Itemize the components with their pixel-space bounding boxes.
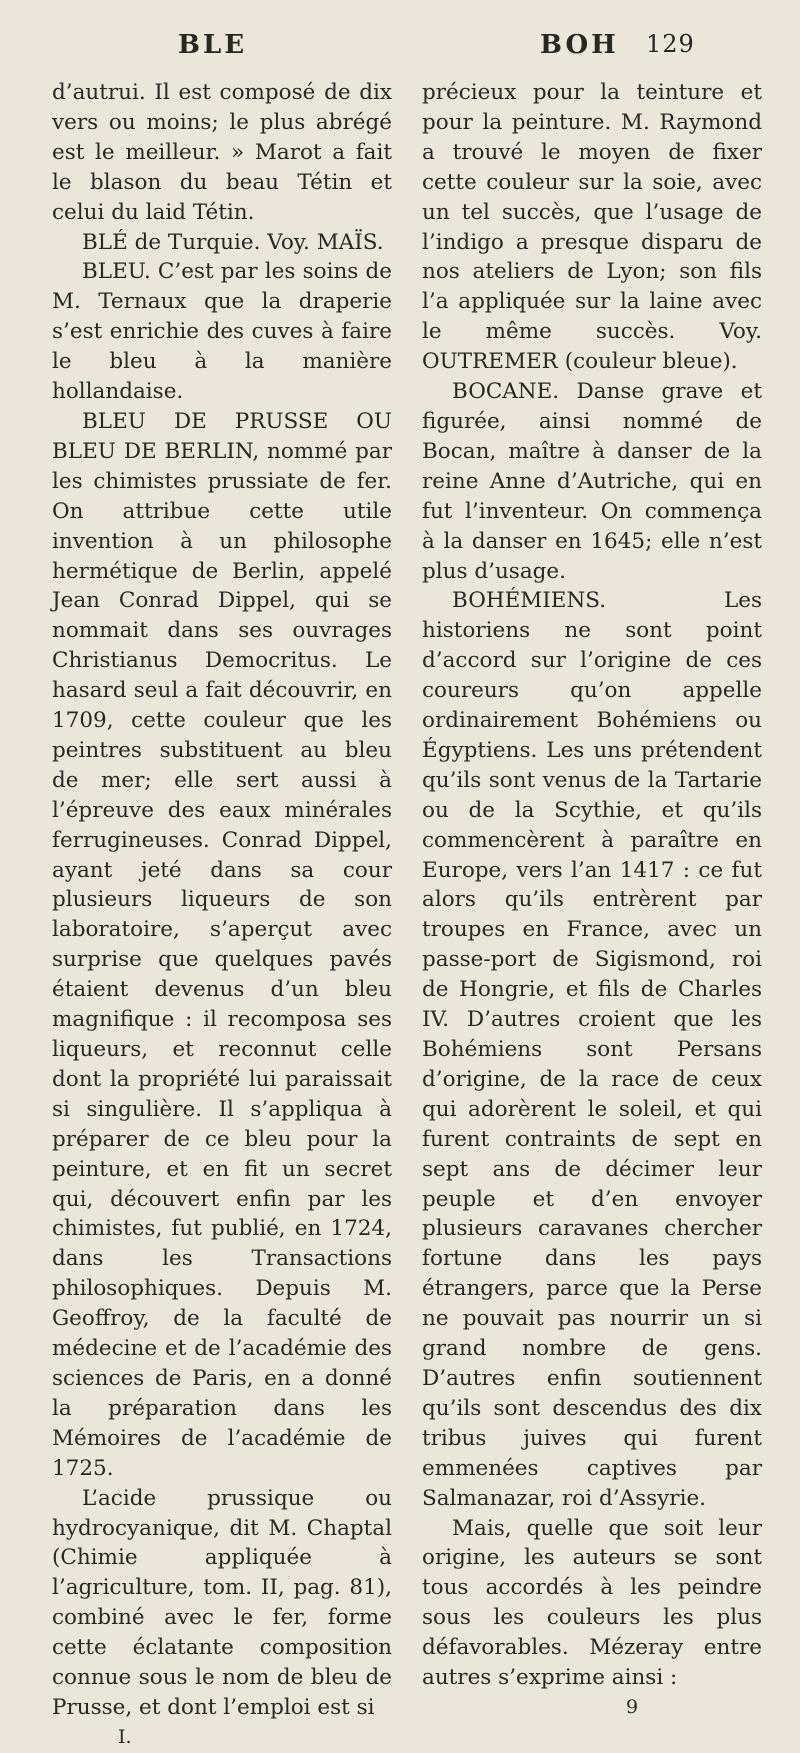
paragraph: BOCANE. Danse grave et figurée, ainsi nommé de Bocan, maître à danser de la reine Anne d’Autriche, qui en fut l’inventeur. On commença à la danser en 1645; elle n’est plus d’usage. <box>422 379 762 584</box>
paragraph: BLEU. C’est par les soins de M. Ternaux que la draperie s’est enrichie des cuves à faire le bleu à la manière hollandaise. <box>52 259 392 405</box>
paragraph: d’autrui. Il est composé de dix vers ou moins; le plus abrégé est le meilleur. » Marot a fait le blason du beau Tétin et celui du laid Tétin. <box>52 80 392 225</box>
paragraph: BLEU DE PRUSSE OU BLEU DE BERLIN, nommé par les chimistes prussiate de fer. On attribue cette utile invention à un philosophe hermétique de Berlin, appelé Jean Conrad Dippel, qui se nommait dans ses ouvrages Christianus Democritus. Le hasard seul a fait découvrir, en 1709, cette couleur que les peintres substituent au bleu de mer; elle sert aussi à l’épreuve des eaux minérales ferrugineuses. Conrad Dippel, ayant jeté dans sa cour plusieurs liqueurs de son laboratoire, s’aperçut avec surprise que quelques pavés étaient devenus d’un bleu magnifique : il recomposa ses liqueurs, et reconnut celle dont la propriété lui paraissait si singulière. Il s’appliqua à préparer de ce bleu pour la peinture, et en fit un secret qui, découvert enfin par les chimistes, fut publié, en 1724, dans les Transactions philosophiques. Depuis M. Geoffroy, de la faculté de médecine et de l’académie des sciences de Paris, en a donné la préparation dans les Mémoires de l’académie de 1725. <box>52 408 392 1481</box>
left-column <box>52 78 392 1753</box>
paragraph: Mais, quelle que soit leur origine, les auteurs se sont tous accordés à les peindre sous les couleurs les plus défavorables. Mézeray entre autres s’exprime ainsi : <box>422 1515 762 1691</box>
page-number: 129 <box>646 30 695 58</box>
signature-mark: I. <box>118 1725 132 1748</box>
right-column <box>422 78 762 1723</box>
paragraph: BOHÉMIENS. Les historiens ne sont point d’accord sur l’origine de ces coureurs qu’on appelle ordinairement Bohémiens ou Égyptiens. Les uns prétendent qu’ils sont venus de la Tartarie ou de la Scythie, et qu’ils commencèrent à paraître en Europe, vers l’an 1417 : ce fut alors qu’ils entrèrent par troupes en France, avec un passe-port de Sigismond, roi de Hongrie, et fils de Charles IV. D’autres croient que les Bohémiens sont Persans d’origine, de la race de ceux qui adorèrent le soleil, et qui furent contraints de sept en sept ans de décimer leur peuple et d’en envoyer plusieurs caravanes chercher fortune dans les pays étrangers, parce que la Perse ne pouvait pas nourrir un si grand nombre de gens. D’autres enfin soutiennent qu’ils sont descendus des dix tribus juives qui furent emmenées captives par Salmanazar, roi d’Assyrie. <box>422 588 762 1511</box>
running-head-right: BOH <box>540 30 619 60</box>
running-head-left: BLE <box>178 30 248 60</box>
paragraph: précieux pour la teinture et pour la peinture. M. Raymond a trouvé le moyen de fixer cette couleur sur la soie, avec un tel succès, que l’usage de l’indigo a presque disparu de nos ateliers de Lyon; son fils l’a appliquée sur la laine avec le même succès. Voy. OUTREMER (couleur bleue). <box>422 80 762 375</box>
paragraph: BLÉ de Turquie. Voy. MAÏS. <box>82 229 384 255</box>
signature-mark: 9 <box>625 1695 639 1718</box>
paragraph: L’acide prussique ou hydrocyanique, dit M. Chaptal (Chimie appliquée à l’agriculture, tom. II, pag. 81), combiné avec le fer, forme cette éclatante composition connue sous le nom de bleu de Prusse, et dont l’emploi est si <box>52 1485 392 1720</box>
